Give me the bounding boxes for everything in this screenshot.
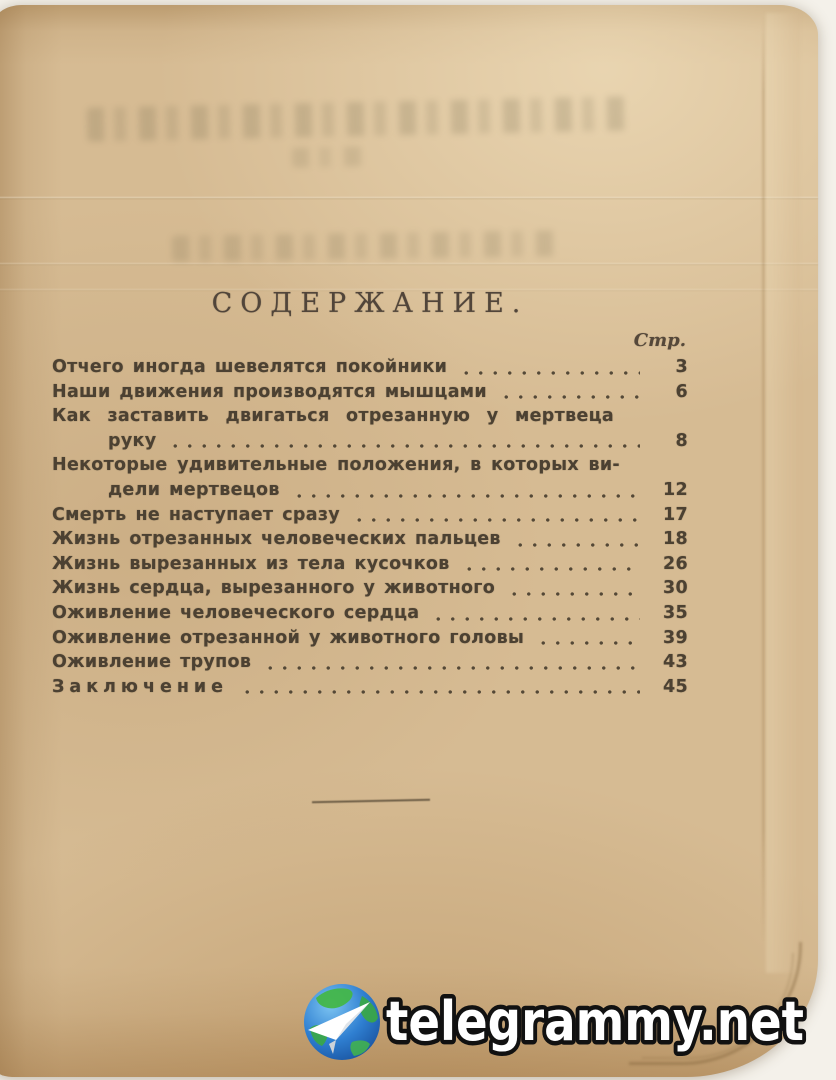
paper-crease [0, 263, 818, 266]
toc-entry-text: Заключение [52, 676, 229, 697]
dot-leader [259, 664, 640, 670]
dot-leader [288, 492, 640, 498]
dot-leader [427, 615, 640, 621]
toc-page-number: 3 [675, 357, 688, 377]
toc-entry-text: Отчего иногда шевелятся покойники [52, 357, 448, 377]
toc-page-number: 8 [675, 430, 688, 451]
toc-page-number: 12 [663, 479, 688, 500]
toc-entry-text: Жизнь сердца, вырезанного у животного [52, 578, 496, 599]
toc-row [52, 355, 688, 380]
dot-leader [348, 516, 640, 522]
toc-page-number: 6 [675, 381, 688, 402]
page-stack-edge-highlight [766, 13, 800, 973]
toc-entry-text: Оживление человеческого сердца [52, 602, 420, 623]
toc-row [52, 626, 688, 651]
telegram-globe-icon [304, 984, 380, 1060]
toc-page-number: 35 [663, 602, 688, 623]
toc-entry-text: дели мертвецов [108, 479, 280, 500]
toc-entry-text: Наши движения производятся мышцами [52, 381, 487, 402]
toc-row [52, 404, 688, 453]
toc-row [52, 552, 688, 577]
toc-page-number: 45 [663, 676, 688, 697]
toc-page-number: 17 [663, 504, 688, 525]
toc-entry-text: Как заставить двигаться отрезанную у мертвеца [52, 406, 614, 427]
page-stack-edge [762, 17, 765, 942]
toc-row-continuation [52, 478, 688, 503]
toc-row [52, 380, 688, 405]
dot-leader [495, 393, 640, 399]
toc-row [52, 650, 688, 675]
toc-row [52, 503, 688, 528]
toc-heading: СОДЕРЖАНИЕ. [211, 288, 529, 319]
toc-page-column-label: Стр. [633, 330, 686, 351]
watermark-text: telegrammy.net [386, 990, 804, 1053]
toc-page-number: 18 [663, 529, 688, 550]
toc-entry-text: Жизнь отрезанных человеческих пальцев [52, 529, 501, 550]
toc-entry-text: Жизнь вырезанных из тела кусочков [52, 553, 450, 574]
dot-leader [236, 688, 640, 694]
toc-row-continuation [52, 429, 688, 454]
bleedthrough-author-ghost [172, 230, 557, 261]
dot-leader [503, 590, 640, 596]
paper-crease [0, 197, 818, 200]
toc-row [52, 527, 688, 552]
toc-page-number: 26 [663, 553, 688, 574]
toc-entry-text: Некоторые удивительные положения, в которых ви- [52, 455, 620, 476]
dot-leader [455, 369, 640, 375]
toc-row [52, 601, 688, 626]
toc-entry-text: Оживление отрезанной у животного головы [52, 627, 525, 648]
toc-row [52, 675, 688, 700]
toc-entry-text: руку [108, 430, 157, 451]
toc-page-number: 30 [663, 578, 688, 599]
bleedthrough-title-ghost [87, 96, 633, 141]
toc-list [52, 355, 688, 699]
dot-leader [164, 442, 640, 448]
dot-leader [458, 565, 640, 571]
toc-page-number: 39 [663, 627, 688, 648]
watermark [296, 980, 836, 1072]
toc-row [52, 576, 688, 601]
toc-entry-text: Оживление трупов [52, 652, 252, 673]
dot-leader [509, 541, 640, 547]
toc-page-number: 43 [663, 652, 688, 673]
dot-leader [532, 639, 640, 645]
toc-entry-text: Смерть не наступает сразу [52, 504, 341, 525]
bleedthrough-mark-ghost [292, 146, 362, 167]
toc-row [52, 453, 688, 502]
